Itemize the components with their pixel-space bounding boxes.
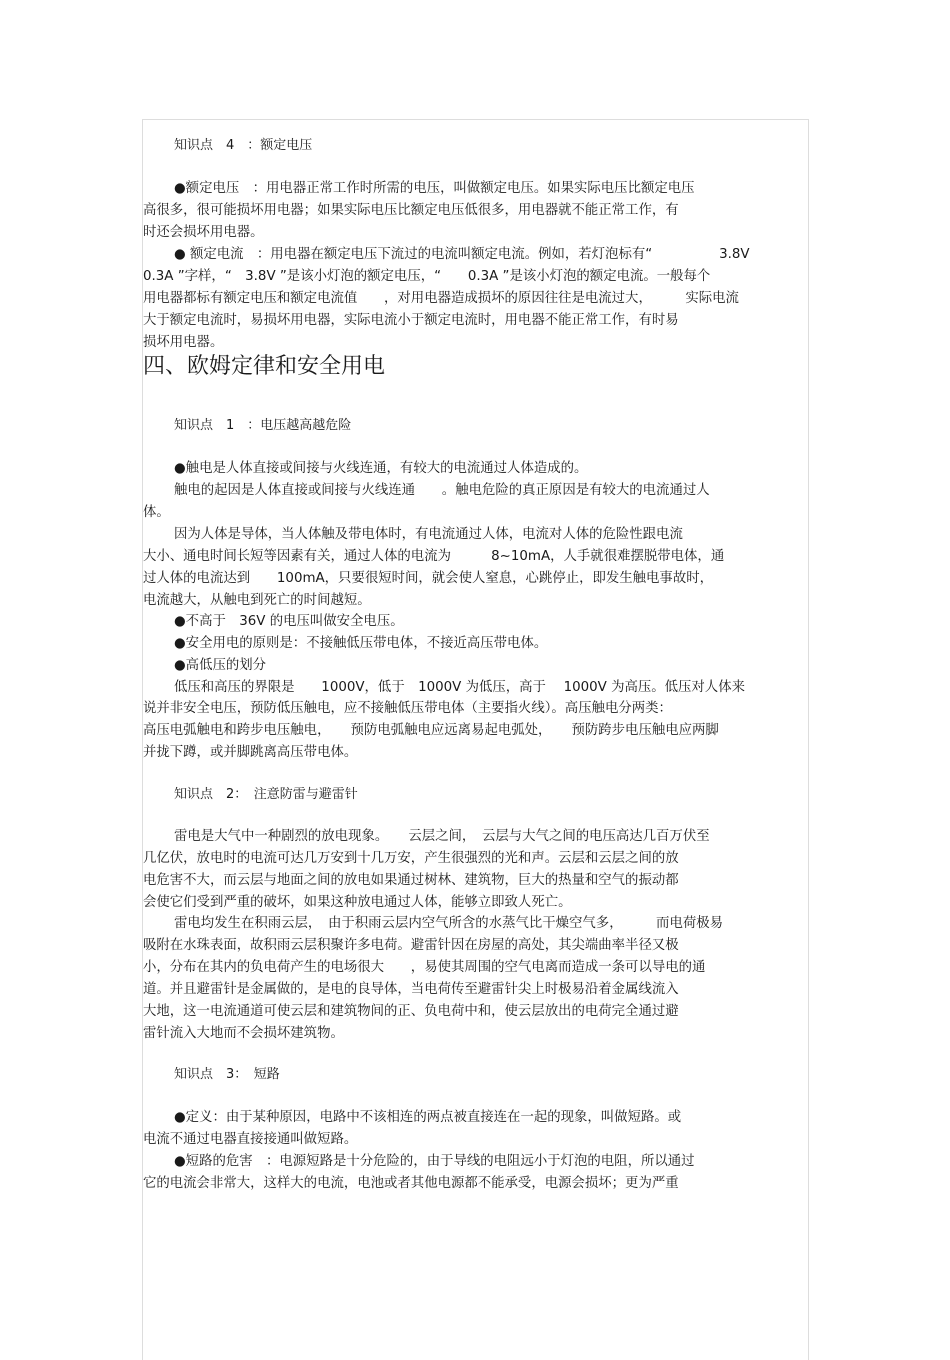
section-title: 知识点 1 ：电压越高越危险	[174, 418, 352, 433]
paragraph-line: 大小、通电时间长短等因素有关，通过人体的电流为 8~10mA，人手就很难摆脱带电体，通	[143, 549, 725, 564]
section-title: 知识点 4 ：额定电压	[174, 138, 313, 153]
paragraph-line: 雷针流入大地而不会损坏建筑物。	[143, 1026, 344, 1041]
paragraph-line: 会使它们受到严重的破坏，如果这种放电通过人体，能够立即致人死亡。	[143, 895, 572, 910]
paragraph-line: 损坏用电器。	[143, 335, 224, 350]
paragraph-line: 大于额定电流时，易损坏用电器，实际电流小于额定电流时，用电器不能正常工作，有时易	[143, 313, 679, 328]
paragraph-line: 雷电均发生在积雨云层， 由于积雨云层内空气所含的水蒸气比干燥空气多， 而电荷极易	[174, 916, 724, 931]
paragraph-line: 高压电弧触电和跨步电压触电， 预防电弧触电应远离易起电弧处， 预防跨步电压触电应两脚	[143, 723, 719, 738]
paragraph-line: 触电的起因是人体直接或间接与火线连通 。触电危险的真正原因是有较大的电流通过人	[174, 483, 710, 498]
paragraph-line: ●定义：由于某种原因，电路中不该相连的两点被直接连在一起的现象，叫做短路。或	[174, 1110, 682, 1125]
paragraph-line: 电流不通过电器直接接通叫做短路。	[143, 1132, 358, 1147]
paragraph-line: 时还会损坏用电器。	[143, 225, 264, 240]
paragraph-line: ●额定电压 ：用电器正常工作时所需的电压，叫做额定电压。如果实际电压比额定电压	[174, 181, 695, 196]
chapter-heading: 四、欧姆定律和安全用电	[143, 354, 386, 379]
paragraph-line: 几亿伏，放电时的电流可达几万安到十几万安，产生很强烈的光和声。云层和云层之间的放	[143, 851, 679, 866]
paragraph-line: ●触电是人体直接或间接与火线连通，有较大的电流通过人体造成的。	[174, 461, 588, 476]
section-title: 知识点 2： 注意防雷与避雷针	[174, 787, 358, 802]
paragraph-line: 道。并且避雷针是金属做的，是电的良导体，当电荷传至避雷针尖上时极易沿着金属线流入	[143, 982, 679, 997]
paragraph-line: 过人体的电流达到 100mA，只要很短时间，就会使人窒息，心跳停止，即发生触电事故时，	[143, 571, 713, 586]
paragraph-line: 0.3A ”字样，“ 3.8V ”是该小灯泡的额定电压，“ 0.3A ”是该小灯泡的额定电流。一般每个	[143, 269, 711, 284]
paragraph-line: 它的电流会非常大，这样大的电流，电池或者其他电源都不能承受，电源会损坏；更为严重	[143, 1176, 679, 1191]
paragraph-line: 并拢下蹲，或并脚跳离高压带电体。	[143, 745, 358, 760]
paragraph-line: 小，分布在其内的负电荷产生的电场很大 ，易使其周围的空气电离而造成一条可以导电的通	[143, 960, 706, 975]
paragraph-line: 因为人体是导体，当人体触及带电体时，有电流通过人体，电流对人体的危险性跟电流	[174, 527, 683, 542]
paragraph-line: ●不高于 36V 的电压叫做安全电压。	[174, 614, 404, 629]
section-title: 知识点 3： 短路	[174, 1067, 280, 1082]
paragraph-line: ● 额定电流 ：用电器在额定电压下流过的电流叫额定电流。例如，若灯泡标有“ 3.8V	[174, 247, 750, 262]
paragraph-line: ●短路的危害 ：电源短路是十分危险的，由于导线的电阻远小于灯泡的电阻，所以通过	[174, 1154, 695, 1169]
paragraph-line: ●安全用电的原则是：不接触低压带电体，不接近高压带电体。	[174, 636, 548, 651]
paragraph-line: 电危害不大，而云层与地面之间的放电如果通过树林、建筑物，巨大的热量和空气的振动都	[143, 873, 679, 888]
paragraph-line: 电流越大，从触电到死亡的时间越短。	[143, 593, 371, 608]
paragraph-line: 低压和高压的界限是 1000V，低于 1000V 为低压，高于 1000V 为高压。低压对人体来	[174, 680, 745, 695]
paragraph-line: 体。	[143, 505, 170, 520]
paragraph-line: 吸附在水珠表面，故积雨云层积聚许多电荷。避雷针因在房屋的高处，其尖端曲率半径又极	[143, 938, 679, 953]
paragraph-line: 高很多，很可能损坏用电器；如果实际电压比额定电压低很多，用电器就不能正常工作，有	[143, 203, 679, 218]
paragraph-line: 说并非安全电压，预防低压触电，应不接触低压带电体（主要指火线）。高压触电分两类：	[143, 701, 672, 716]
paragraph-line: 雷电是大气中一种剧烈的放电现象。 云层之间， 云层与大气之间的电压高达几百万伏至	[174, 829, 710, 844]
paragraph-line: 大地，这一电流通道可使云层和建筑物间的正、负电荷中和，使云层放出的电荷完全通过避	[143, 1004, 679, 1019]
paragraph-line: 用电器都标有额定电压和额定电流值 ，对用电器造成损坏的原因往往是电流过大， 实际电流	[143, 291, 739, 306]
paragraph-line: ●高低压的划分	[174, 658, 267, 673]
